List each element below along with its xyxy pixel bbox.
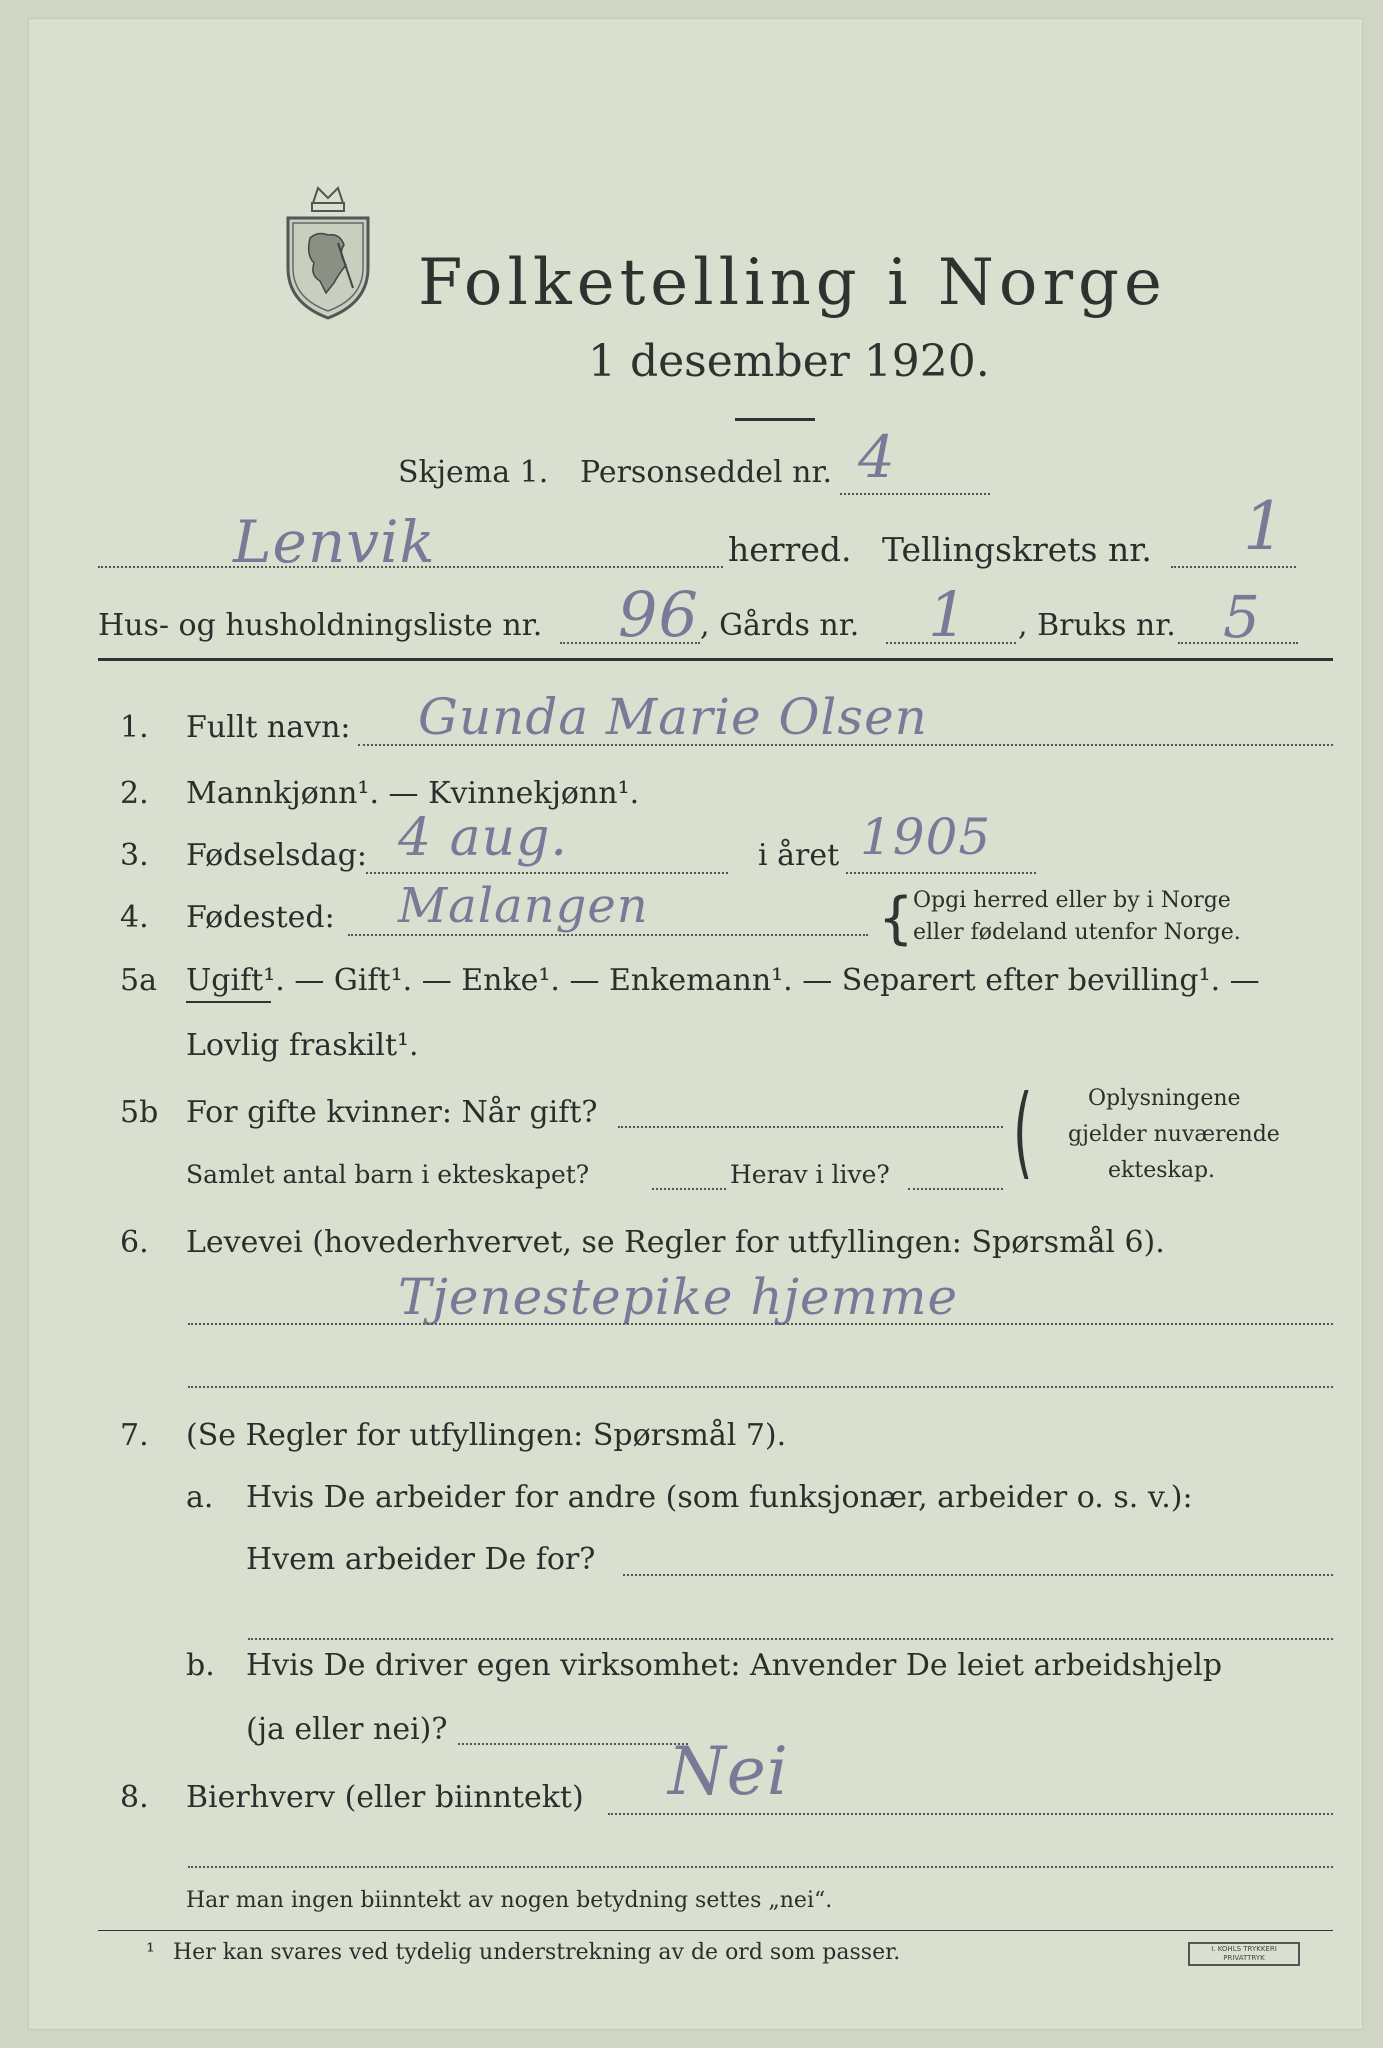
q7b-label-2: (ja eller nei)? [246,1712,448,1747]
q6-number: 6. [120,1225,149,1260]
q4-value: Malangen [398,878,649,934]
q5b-children-line [652,1188,726,1190]
q4-number: 4. [120,900,149,935]
q7-number: 7. [120,1418,149,1453]
q8-number: 8. [120,1780,149,1815]
census-form-page [28,18,1363,2030]
q1-number: 1. [120,710,149,745]
gards-label: , Gårds nr. [700,608,860,643]
printer-stamp [1188,1942,1300,1966]
q5b-label-3: Herav i live? [730,1160,890,1189]
q1-value: Gunda Marie Olsen [418,688,928,746]
q5a-label-2: Lovlig fraskilt¹. [186,1028,419,1063]
q3-year-value: 1905 [860,808,992,866]
q5b-note-3: ekteskap. [1108,1158,1216,1183]
hus-label: Hus- og husholdningsliste nr. [98,608,543,643]
header-rule [98,658,1333,661]
q7b-letter: b. [186,1648,215,1683]
skjema-label: Skjema 1. [398,455,549,490]
q3-value: 4 aug. [398,808,568,868]
census-date: 1 desember 1920. [588,336,990,387]
tellingskrets-label: Tellingskrets nr. [882,530,1152,569]
q8-line-1 [608,1813,1333,1815]
q5b-note-1: Oplysningene [1088,1086,1241,1111]
q8-value: Nei [668,1733,789,1810]
form-title: Folketelling i Norge [418,246,1167,320]
q7a-letter: a. [186,1480,214,1515]
q8-label: Bierhverv (eller biinntekt) [186,1780,584,1815]
personseddel-label: Personseddel nr. [580,455,833,490]
q5b-label-1: For gifte kvinner: Når gift? [186,1095,598,1130]
q5a-ugift-underline [186,1001,271,1003]
q7-label: (Se Regler for utfyllingen: Spørsmål 7). [186,1418,787,1453]
q5b-brace: ( [1013,1073,1033,1190]
q4-brace: { [878,886,914,951]
q7a-label-2: Hvem arbeider De for? [246,1542,596,1577]
q3-label: Fødselsdag: [186,838,367,873]
q8-note: Har man ingen biinntekt av nogen betydning settes „nei“. [186,1888,833,1913]
q8-line-2 [188,1866,1333,1868]
printer-stamp-line-2: PRIVATTRYK [1223,1954,1265,1962]
norwegian-coat-of-arms-icon [268,183,388,323]
bruks-label: , Bruks nr. [1018,608,1176,643]
title-divider [735,418,815,421]
q7b-label: Hvis De driver egen virksomhet: Anvender De leiet arbeidshjelp [246,1648,1223,1683]
printer-stamp-line-1: I. KOHLS TRYKKERI [1211,1945,1277,1953]
q6-line-1 [188,1323,1333,1325]
bruks-value: 5 [1223,583,1261,651]
q4-label: Fødested: [186,900,335,935]
q7a-line-1 [623,1574,1333,1576]
q6-line-2 [188,1386,1333,1388]
hus-value: 96 [618,578,699,651]
q5b-number: 5b [120,1095,159,1130]
footnote-text: Her kan svares ved tydelig understrekning av de ord som passer. [173,1940,901,1965]
q5b-alive-line [908,1188,1003,1190]
q2-label: Mannkjønn¹. — Kvinnekjønn¹. [186,776,640,811]
tellingskrets-value: 1 [1243,488,1286,565]
q5a-number: 5a [120,963,157,998]
herred-value: Lenvik [233,508,436,576]
footnote-mark: ¹ [146,1940,155,1965]
q5a-label: Ugift¹. — Gift¹. — Enke¹. — Enkemann¹. — Separert efter bevilling¹. — [186,963,1260,998]
q7a-line-2 [248,1638,1333,1640]
q1-label: Fullt navn: [186,710,351,745]
q7b-line [458,1743,688,1745]
q6-label: Levevei (hovederhvervet, se Regler for utfyllingen: Spørsmål 6). [186,1225,1165,1260]
q7a-label: Hvis De arbeider for andre (som funksjonær, arbeider o. s. v.): [246,1480,1193,1515]
q2-number: 2. [120,776,149,811]
q6-value: Tjenestepike hjemme [398,1268,959,1326]
personseddel-line [840,493,990,495]
q3-number: 3. [120,838,149,873]
q3-date-line [366,872,728,874]
q5b-label-2: Samlet antal barn i ekteskapet? [186,1160,590,1189]
q4-note-2: eller fødeland utenfor Norge. [913,920,1241,945]
q4-note-1: Opgi herred eller by i Norge [913,888,1231,913]
footnote-rule [98,1930,1333,1931]
q4-line [348,934,868,936]
q5b-married-line [618,1126,1003,1128]
herred-label: herred. [728,530,852,569]
q3-year-line [846,872,1036,874]
q5b-note-2: gjelder nuværende [1068,1122,1280,1147]
gards-value: 1 [928,578,969,651]
personseddel-value: 4 [858,423,896,491]
q3-year-label: i året [758,838,840,873]
tellingskrets-line [1171,566,1296,568]
